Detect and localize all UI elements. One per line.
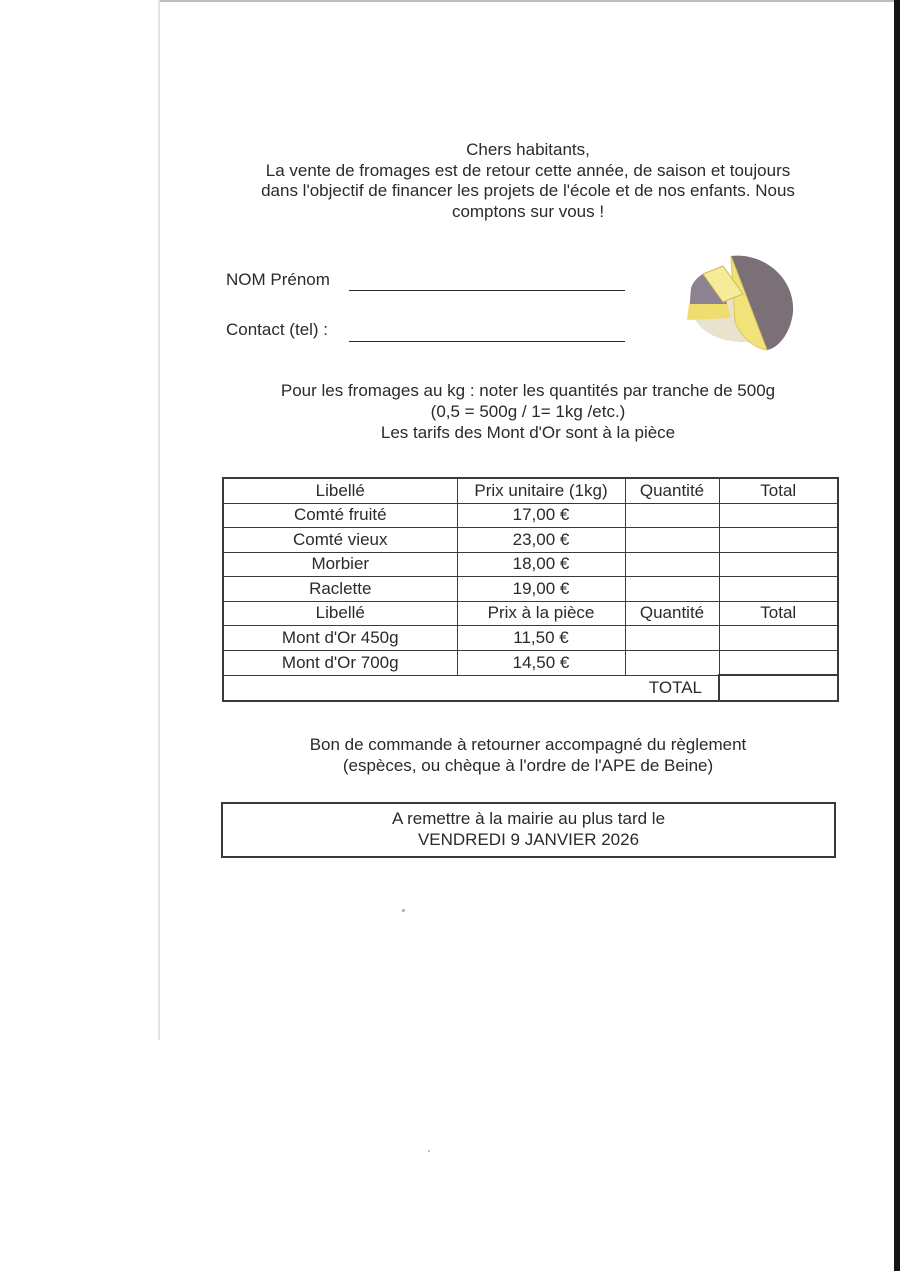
quantity-note bbox=[228, 380, 828, 443]
intro-greeting: Chers habitants, bbox=[466, 140, 590, 159]
product-label: Comté vieux bbox=[223, 528, 457, 553]
table-row bbox=[223, 528, 838, 553]
total-cell[interactable] bbox=[719, 577, 838, 602]
return-line-1: Bon de commande à retourner accompagné du règlement bbox=[309, 735, 747, 754]
column-header-total: Total bbox=[719, 601, 838, 626]
total-cell[interactable] bbox=[719, 650, 838, 675]
grand-total-row bbox=[223, 675, 838, 701]
column-header-price: Prix à la pièce bbox=[457, 601, 625, 626]
total-cell[interactable] bbox=[719, 552, 838, 577]
quantity-cell[interactable] bbox=[625, 650, 719, 675]
column-header-label: Libellé bbox=[223, 601, 457, 626]
column-header-total: Total bbox=[719, 478, 838, 503]
intro-line-2: dans l'objectif de financer les projets de l'école et de nos enfants. Nous bbox=[261, 181, 795, 200]
note-line-3: Les tarifs des Mont d'Or sont à la pièce bbox=[380, 423, 676, 442]
deadline-box bbox=[221, 802, 836, 858]
cheese-wheel-icon bbox=[683, 248, 798, 352]
product-price: 23,00 € bbox=[457, 528, 625, 553]
scan-speck bbox=[402, 909, 405, 912]
product-price: 18,00 € bbox=[457, 552, 625, 577]
contact-label: Contact (tel) : bbox=[226, 320, 329, 339]
column-header-quantity: Quantité bbox=[625, 478, 719, 503]
total-cell[interactable] bbox=[719, 503, 838, 528]
table-row bbox=[223, 650, 838, 675]
column-header-price: Prix unitaire (1kg) bbox=[457, 478, 625, 503]
column-header-quantity: Quantité bbox=[625, 601, 719, 626]
table-row bbox=[223, 626, 838, 651]
deadline-line-1: A remettre à la mairie au plus tard le bbox=[391, 809, 666, 828]
scan-edge-left bbox=[158, 0, 160, 1040]
product-price: 17,00 € bbox=[457, 503, 625, 528]
product-label: Morbier bbox=[223, 552, 457, 577]
column-header-label: Libellé bbox=[223, 478, 457, 503]
grand-total-label: TOTAL bbox=[648, 677, 702, 697]
product-label: Comté fruité bbox=[223, 503, 457, 528]
note-line-2: (0,5 = 500g / 1= 1kg /etc.) bbox=[430, 402, 626, 421]
product-label: Mont d'Or 700g bbox=[223, 650, 457, 675]
product-price: 11,50 € bbox=[457, 626, 625, 651]
deadline-date: VENDREDI 9 JANVIER 2026 bbox=[417, 830, 640, 849]
quantity-cell[interactable] bbox=[625, 577, 719, 602]
product-price: 14,50 € bbox=[457, 650, 625, 675]
contact-field[interactable] bbox=[349, 341, 625, 342]
product-label: Mont d'Or 450g bbox=[223, 626, 457, 651]
kg-header-row bbox=[223, 478, 838, 503]
scan-edge-top bbox=[160, 0, 900, 2]
note-line-1: Pour les fromages au kg : noter les quantités par tranche de 500g bbox=[280, 381, 776, 400]
quantity-cell[interactable] bbox=[625, 503, 719, 528]
blank-cell bbox=[223, 675, 457, 701]
piece-header-row bbox=[223, 601, 838, 626]
intro-line-3: comptons sur vous ! bbox=[451, 201, 605, 221]
name-label: NOM Prénom bbox=[226, 270, 330, 289]
total-cell[interactable] bbox=[719, 528, 838, 553]
quantity-cell[interactable] bbox=[625, 528, 719, 553]
return-line-2: (espèces, ou chèque à l'ordre de l'APE de Beine) bbox=[342, 756, 714, 775]
table-row bbox=[223, 503, 838, 528]
order-table bbox=[222, 477, 839, 702]
grand-total-cell[interactable] bbox=[719, 675, 838, 701]
total-cell[interactable] bbox=[719, 626, 838, 651]
cheese-paste-small bbox=[687, 304, 731, 320]
quantity-cell[interactable] bbox=[625, 552, 719, 577]
scan-edge-right bbox=[894, 0, 900, 1271]
table-row bbox=[223, 552, 838, 577]
product-label: Raclette bbox=[223, 577, 457, 602]
scan-speck bbox=[428, 1150, 430, 1152]
intro-line-1: La vente de fromages est de retour cette année, de saison et toujours bbox=[265, 160, 791, 180]
table-row bbox=[223, 577, 838, 602]
product-price: 19,00 € bbox=[457, 577, 625, 602]
intro-paragraph bbox=[228, 140, 828, 222]
return-instructions bbox=[228, 734, 828, 776]
name-field[interactable] bbox=[349, 290, 625, 291]
quantity-cell[interactable] bbox=[625, 626, 719, 651]
